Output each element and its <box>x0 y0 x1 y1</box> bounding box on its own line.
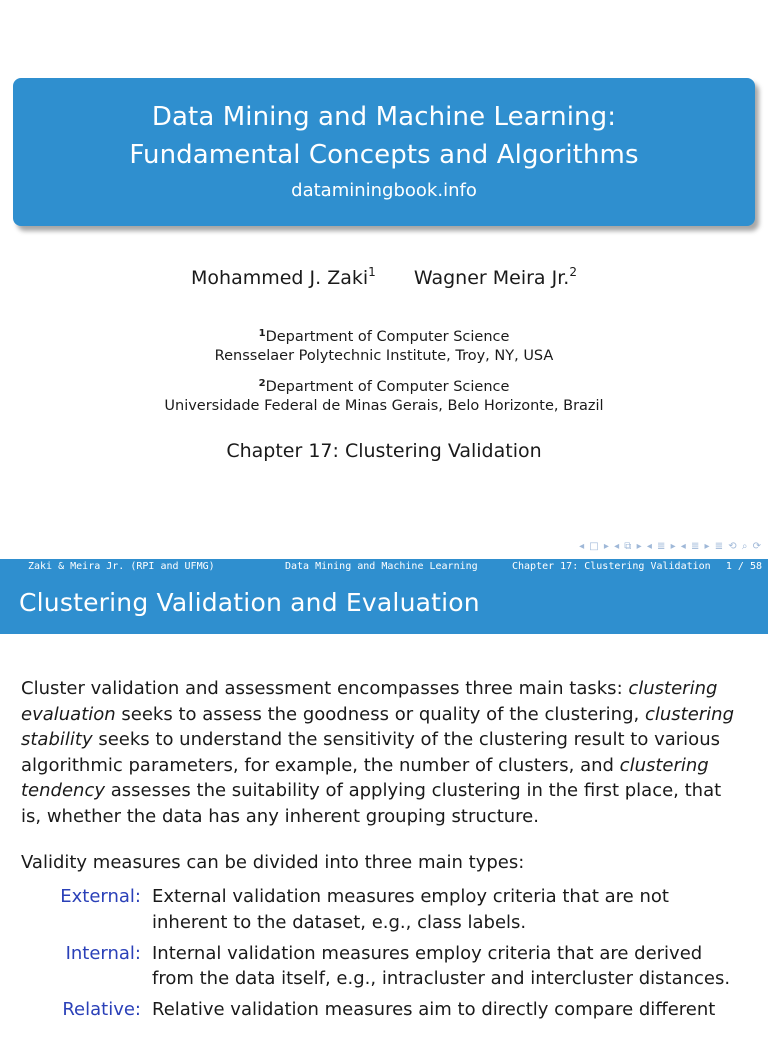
affil2-dept: Department of Computer Science <box>265 379 510 395</box>
desc-internal: Internal validation measures employ criteria that are derived from the data itself, e.g., intracluster and intercluster distances. <box>152 942 731 989</box>
book-title-line2: Fundamental Concepts and Algorithms <box>129 140 639 170</box>
footer-authors: Zaki & Meira Jr. (RPI and UFMG) <box>28 561 215 572</box>
slide-title: Clustering Validation and Evaluation <box>19 588 480 617</box>
slide-header <box>0 574 768 634</box>
intro-paragraph <box>21 676 736 829</box>
desc-relative: Relative validation measures aim to directly compare different <box>152 999 716 1020</box>
footer-page-number: 1 / 58 <box>725 561 762 572</box>
affiliation-2 <box>0 374 768 416</box>
affiliation-1 <box>0 324 768 366</box>
footer-chapter: Chapter 17: Clustering Validation <box>512 561 711 572</box>
chapter-title: Chapter 17: Clustering Validation <box>226 440 542 462</box>
book-url[interactable]: dataminingbook.info <box>291 180 477 201</box>
author2-sup: 2 <box>569 265 577 279</box>
para-text-1: Cluster validation and assessment encompasses three main tasks: <box>21 678 629 699</box>
para-text-4: assesses the suitability of applying clustering in the first place, that is, whether the data has any inherent grouping structure. <box>21 780 722 827</box>
author2-name: Wagner Meira Jr. <box>413 267 570 289</box>
term-internal: Internal: <box>65 942 141 964</box>
beamer-nav-icons[interactable]: ◂ □ ▸ ◂ ⧉ ▸ ◂ ≣ ▸ ◂ ≣ ▸ ≣ ⟲ ⌕ ⟳ <box>579 541 762 552</box>
affil1-inst: Rensselaer Polytechnic Institute, Troy, NY, USA <box>214 348 554 364</box>
author1-sup: 1 <box>368 265 376 279</box>
para-emph-2: clustering stability <box>21 703 735 750</box>
list-item <box>0 884 768 941</box>
validity-intro: Validity measures can be divided into three main types: <box>21 852 525 873</box>
author1-name: Mohammed J. Zaki <box>191 267 369 289</box>
term-external: External: <box>60 886 141 907</box>
list-item <box>0 997 768 1054</box>
validity-types-list <box>0 884 768 1054</box>
affil2-sup: 2 <box>258 378 266 389</box>
para-text-3: seeks to understand the sensitivity of the clustering result to various algorithmic parameters, for example, the number of clusters, and <box>21 729 720 776</box>
para-emph-1: clustering evaluation <box>21 678 718 725</box>
authors <box>0 265 768 289</box>
desc-external: External validation measures employ criteria that are not inherent to the dataset, e.g., class labels. <box>152 886 669 933</box>
slide-footer <box>0 559 768 574</box>
affil1-sup: 1 <box>258 328 266 339</box>
affil1-dept: Department of Computer Science <box>265 329 510 345</box>
list-item <box>0 941 768 998</box>
footer-book-title: Data Mining and Machine Learning <box>285 561 478 572</box>
title-box <box>13 78 755 226</box>
term-relative: Relative: <box>62 999 141 1020</box>
para-text-2: seeks to assess the goodness or quality of the clustering, <box>115 703 645 725</box>
book-title-line1: Data Mining and Machine Learning: <box>151 102 617 132</box>
para-emph-3: clustering tendency <box>21 754 709 801</box>
affil2-inst: Universidade Federal de Minas Gerais, Belo Horizonte, Brazil <box>164 398 604 414</box>
